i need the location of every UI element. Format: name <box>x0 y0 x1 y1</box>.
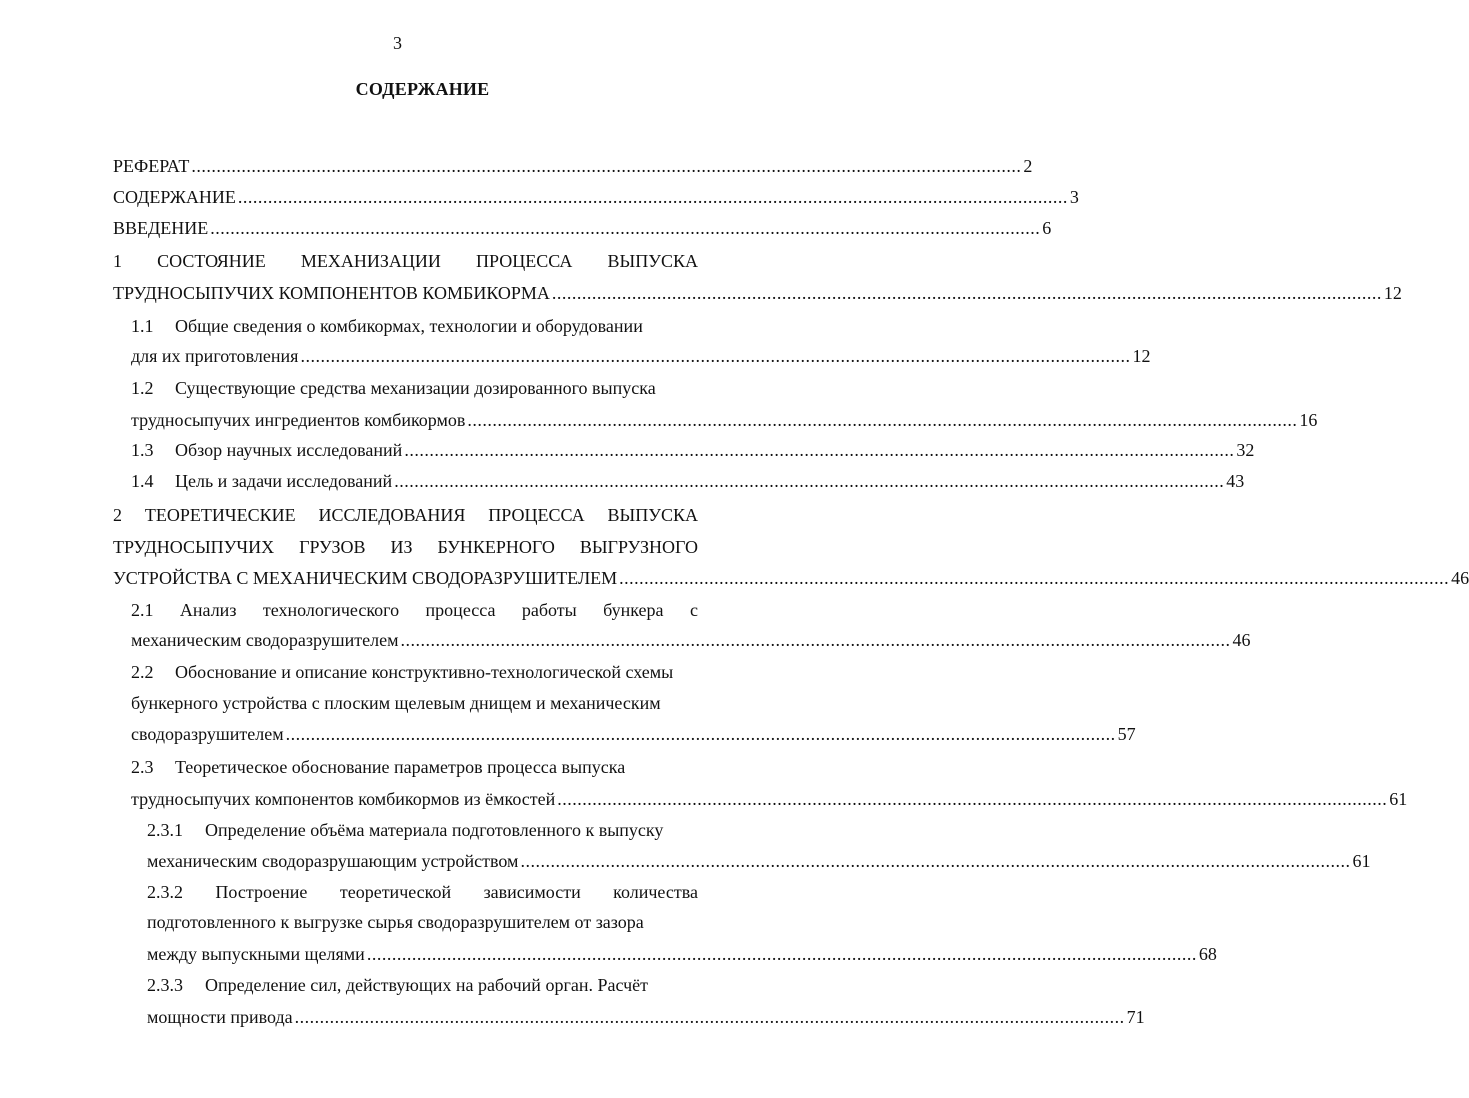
toc-entry-page: 2 <box>1023 156 1033 176</box>
toc-entry-number: 1.2 <box>131 378 154 398</box>
toc-entry-number: 2.3.3 <box>147 975 183 995</box>
toc-entry-number: 1.1 <box>131 316 154 336</box>
toc-entry-number: 1 <box>113 251 122 271</box>
toc-title-word: ТЕОРЕТИЧЕСКИЕ <box>144 505 296 525</box>
toc-entry-page: 12 <box>1383 283 1402 303</box>
dot-leader: ...................................................................................................................................................................... <box>191 156 1022 176</box>
dot-leader: ...................................................................................................................................................................... <box>557 789 1388 809</box>
dot-leader: ...................................................................................................................................................................... <box>404 440 1235 460</box>
toc-entry-number: 2.3.1 <box>147 820 183 840</box>
toc-title-word: работы <box>521 600 577 620</box>
toc-entry-title: Существующие средства механизации дозированного выпуска <box>175 378 656 398</box>
toc-title-word: ПРОЦЕССА <box>476 251 573 271</box>
toc-title-word: ИССЛЕДОВАНИЯ <box>318 505 466 525</box>
toc-entry-label <box>131 435 402 466</box>
dot-leader: ...................................................................................................................................................................... <box>210 218 1041 238</box>
toc-title-word: ПРОЦЕССА <box>488 505 585 525</box>
toc-entry-title: Цель и задачи исследований <box>175 471 393 491</box>
toc-title-word: бункера <box>603 600 664 620</box>
toc-subsection-2-3-1-line1[interactable] <box>147 815 707 846</box>
toc-subsection-2-3-3-line1[interactable] <box>147 970 707 1001</box>
toc-entry-title: трудносыпучих ингредиентов комбикормов <box>131 410 466 430</box>
toc-subsection-2-3-2-line2[interactable]: подготовленного к выгрузке сырья сводоразрушителем от зазора <box>147 912 644 932</box>
dot-leader: ...................................................................................................................................................................... <box>619 568 1450 588</box>
toc-chapter-1-line2[interactable] <box>113 278 1402 309</box>
toc-title-word: ИЗ <box>390 537 413 557</box>
toc-subsection-2-3-3-line2[interactable] <box>147 1002 1145 1033</box>
toc-title-word: Анализ <box>179 600 237 620</box>
toc-entry-number: 2.2 <box>131 662 154 682</box>
toc-section-1-1-line2[interactable] <box>131 341 1151 372</box>
dot-leader: ...................................................................................................................................................................... <box>237 187 1068 207</box>
toc-section-2-2-line3[interactable] <box>131 719 1136 750</box>
toc-entry-title: сводоразрушителем <box>131 724 284 744</box>
toc-entry-soderzhanie[interactable] <box>113 182 1079 213</box>
toc-title-word: технологического <box>262 600 400 620</box>
dot-leader: ...................................................................................................................................................................... <box>394 471 1225 491</box>
toc-title-word: ТРУДНОСЫПУЧИХ <box>113 537 275 557</box>
toc-section-2-3-line2[interactable] <box>131 784 1408 815</box>
toc-entry-number: 2.3 <box>131 757 154 777</box>
toc-entry-title: механическим сводоразрушителем <box>131 630 399 650</box>
toc-title-word: ВЫГРУЗНОГО <box>579 537 698 557</box>
toc-entry-title: для их приготовления <box>131 346 299 366</box>
toc-title-word: теоретической <box>339 882 452 902</box>
toc-section-1-2-line2[interactable] <box>131 405 1318 436</box>
toc-entry-page: 46 <box>1232 630 1251 650</box>
dot-leader: ...................................................................................................................................................................... <box>520 851 1351 871</box>
toc-entry-title: СОДЕРЖАНИЕ <box>113 187 236 207</box>
toc-section-2-2-line2[interactable]: бункерного устройства с плоским щелевым днищем и механическим <box>131 693 661 713</box>
toc-title-word: СОСТОЯНИЕ <box>157 251 266 271</box>
toc-entry-label <box>131 466 392 497</box>
toc-entry-page: 61 <box>1389 789 1408 809</box>
toc-subsection-2-3-2-line1[interactable] <box>147 877 698 908</box>
dot-leader: ...................................................................................................................................................................... <box>551 283 1382 303</box>
toc-entry-number: 2.1 <box>131 600 154 620</box>
toc-entry-page: 16 <box>1299 410 1318 430</box>
toc-subsection-2-3-2-line3[interactable] <box>147 939 1217 970</box>
toc-title-word: МЕХАНИЗАЦИИ <box>300 251 441 271</box>
toc-section-2-3-line1[interactable] <box>131 752 706 783</box>
toc-title-word: процесса <box>425 600 496 620</box>
toc-entry-title: между выпускными щелями <box>147 944 365 964</box>
toc-entry-page: 71 <box>1126 1007 1145 1027</box>
toc-heading: СОДЕРЖАНИЕ <box>355 79 490 99</box>
toc-entry-page: 3 <box>1069 187 1079 207</box>
toc-section-1-1-line1[interactable] <box>131 311 701 342</box>
toc-title-word: зависимости <box>483 882 581 902</box>
toc-entry-title: РЕФЕРАТ <box>113 156 190 176</box>
page-number: 3 <box>393 33 402 53</box>
toc-entry-page: 68 <box>1198 944 1217 964</box>
dot-leader: ...................................................................................................................................................................... <box>467 410 1298 430</box>
toc-entry-referat[interactable] <box>113 151 1033 182</box>
toc-subsection-2-3-1-line2[interactable] <box>147 846 1371 877</box>
toc-entry-number: 1.3 <box>131 440 154 460</box>
toc-chapter-1-line1[interactable] <box>113 246 698 277</box>
toc-title-word: с <box>689 600 698 620</box>
toc-section-1-4[interactable] <box>131 466 1245 497</box>
toc-entry-vvedenie[interactable] <box>113 213 1052 244</box>
toc-section-1-3[interactable] <box>131 435 1255 466</box>
toc-title-word: ВЫПУСКА <box>607 251 698 271</box>
toc-title-word: количества <box>613 882 698 902</box>
toc-entry-title: Обзор научных исследований <box>175 440 403 460</box>
toc-chapter-2-line3[interactable] <box>113 563 1469 594</box>
toc-entry-title: Общие сведения о комбикормах, технологии и оборудовании <box>175 316 643 336</box>
toc-entry-page: 46 <box>1451 568 1469 588</box>
toc-entry-title: Определение объёма материала подготовленного к выпуску <box>205 820 664 840</box>
toc-entry-title: Определение сил, действующих на рабочий орган. Расчёт <box>205 975 648 995</box>
toc-section-2-1-line2[interactable] <box>131 625 1251 656</box>
toc-title-word: Построение <box>215 882 308 902</box>
toc-entry-page: 57 <box>1117 724 1136 744</box>
dot-leader: ...................................................................................................................................................................... <box>400 630 1231 650</box>
toc-entry-page: 43 <box>1226 471 1245 491</box>
toc-entry-title: ТРУДНОСЫПУЧИХ КОМПОНЕНТОВ КОМБИКОРМА <box>113 283 550 303</box>
toc-entry-title: трудносыпучих компонентов комбикормов из ёмкостей <box>131 789 556 809</box>
toc-section-2-1-line1[interactable] <box>131 595 698 626</box>
toc-section-2-2-line1[interactable] <box>131 657 706 688</box>
dot-leader: ...................................................................................................................................................................... <box>300 346 1131 366</box>
toc-title-word: ВЫПУСКА <box>607 505 698 525</box>
toc-entry-title: УСТРОЙСТВА С МЕХАНИЧЕСКИМ СВОДОРАЗРУШИТЕЛЕМ <box>113 568 618 588</box>
toc-title-word: БУНКЕРНОГО <box>437 537 555 557</box>
toc-entry-title: механическим сводоразрушающим устройством <box>147 851 519 871</box>
toc-entry-title: Теоретическое обоснование параметров процесса выпуска <box>175 757 626 777</box>
toc-entry-title: Обоснование и описание конструктивно-технологической схемы <box>175 662 674 682</box>
toc-entry-page: 12 <box>1132 346 1151 366</box>
toc-section-1-2-line1[interactable] <box>131 373 701 404</box>
dot-leader: ...................................................................................................................................................................... <box>294 1007 1125 1027</box>
toc-chapter-2-line1[interactable] <box>113 500 698 531</box>
toc-entry-title: мощности привода <box>147 1007 293 1027</box>
toc-entry-page: 32 <box>1236 440 1255 460</box>
toc-entry-title: ВВЕДЕНИЕ <box>113 218 209 238</box>
dot-leader: ...................................................................................................................................................................... <box>285 724 1116 744</box>
toc-entry-number: 1.4 <box>131 471 154 491</box>
toc-entry-number: 2 <box>113 505 122 525</box>
toc-title-word: ГРУЗОВ <box>299 537 366 557</box>
dot-leader: ...................................................................................................................................................................... <box>366 944 1197 964</box>
toc-chapter-2-line2[interactable] <box>113 532 698 563</box>
toc-entry-page: 6 <box>1042 218 1052 238</box>
toc-entry-number: 2.3.2 <box>147 882 183 902</box>
toc-entry-page: 61 <box>1352 851 1371 871</box>
